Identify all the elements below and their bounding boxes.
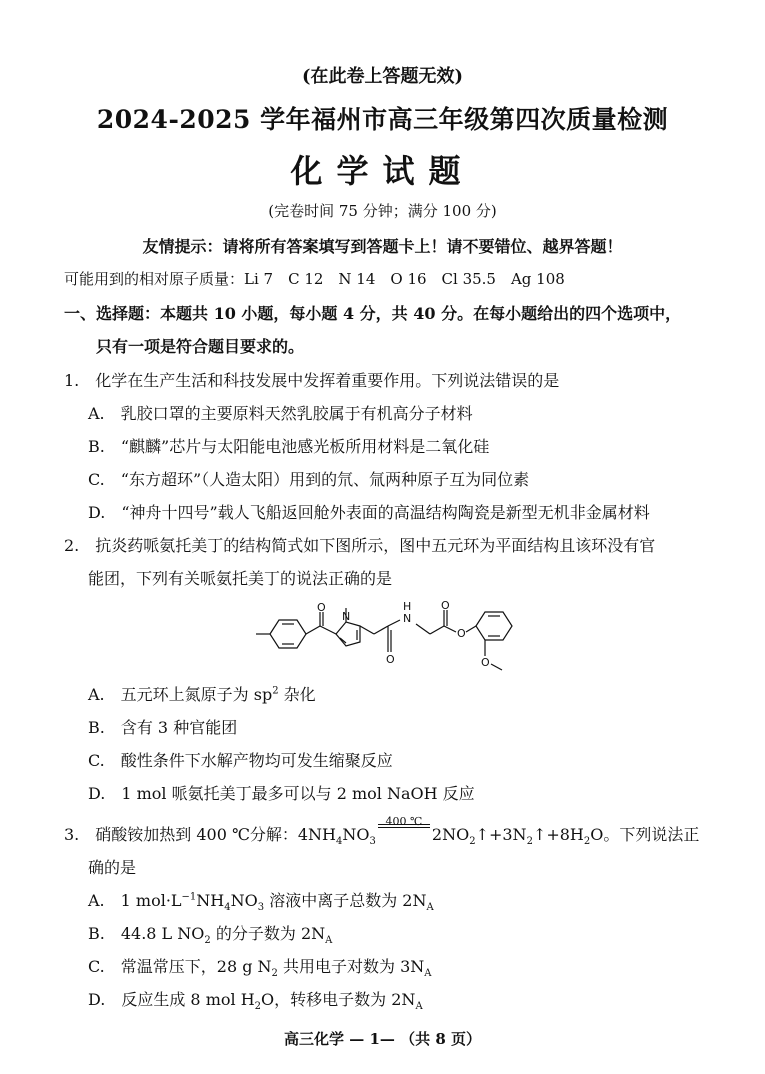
- notice: (在此卷上答题无效): [301, 66, 464, 87]
- q3-stem-line2: 确的是: [88, 858, 137, 877]
- q2-stem-line1: 2. 抗炎药哌氨托美丁的结构简式如下图所示，图中五元环为平面结构且该环没有官: [64, 536, 656, 555]
- q1-option-d: D. “神舟十四号”载人飞船返回舱外表面的高温结构陶瓷是新型无机非金属材料: [88, 503, 650, 522]
- q3-option-b: B. 44.8 L $NO_2$ 的分子数为 $2N_A$: [88, 924, 333, 947]
- q1-option-b: B. “麒麟”芯片与太阳能电池感光板所用材料是二氧化硅: [88, 437, 490, 456]
- q2-stem-line2: 能团，下列有关哌氨托美丁的说法正确的是: [88, 569, 393, 588]
- amide-n-label: N: [403, 612, 412, 625]
- amide-h-label: H: [403, 600, 412, 613]
- q2-structure-diagram: [240, 600, 560, 676]
- ketone-o-label: O: [317, 601, 326, 614]
- page-footer: 高三化学 — 1— （共 8 页）: [284, 1030, 481, 1048]
- atomic-masses: 可能用到的相对原子质量：Li 7 C 12 N 14 O 16 Cl 35.5 Ag 108: [64, 270, 565, 288]
- q3-stem-line1: 3. 硝酸铵加热到 400 ℃分解：$4NH_4NO_3$ 400 ℃ $2NO_2↑+3N_2↑+8H_2O$。下列说法正: [64, 815, 700, 848]
- q3-option-a: A. 1 $mol\cdot L^{-1}NH_4NO_3$ 溶液中离子总数为 $2N_A$: [88, 891, 434, 914]
- pyrrole-ring: [336, 622, 360, 646]
- q2-option-b: B. 含有 3 种官能团: [88, 718, 238, 737]
- q2-option-c: C. 酸性条件下水解产物均可发生缩聚反应: [88, 751, 393, 770]
- time-info: (完卷时间 75 分钟；满分 100 分): [268, 202, 497, 220]
- section-heading-line2: 只有一项是符合题目要求的。: [96, 337, 305, 356]
- section-heading-line1: 一、选择题：本题共 10 小题，每小题 4 分，共 40 分。在每小题给出的四个选项中，: [64, 304, 682, 323]
- subject-title: 化学试题: [290, 152, 475, 190]
- q1-option-c: C. “东方超环”（人造太阳）用到的氘、氚两种原子互为同位素: [88, 470, 530, 489]
- q2-option-a: A. 五元环上氮原子为 $sp^2$ 杂化: [88, 685, 316, 704]
- q1-stem: 1. 化学在生产生活和科技发展中发挥着重要作用。下列说法错误的是: [64, 371, 560, 390]
- friendly-tip: 友情提示：请将所有答案填写到答题卡上！请不要错位、越界答题！: [142, 237, 623, 256]
- methoxy-o-label: O: [481, 656, 490, 669]
- methoxy-bond: [491, 664, 502, 670]
- q2-option-d: D. 1 mol 哌氨托美丁最多可以与 2 mol NaOH 反应: [88, 784, 475, 803]
- q3-option-c: C. 常温常压下，28 g $N_2$ 共用电子对数为 $3N_A$: [88, 957, 432, 980]
- q3-option-d: D. 反应生成 8 mol $H_2O$，转移电子数为 $2N_A$: [88, 990, 423, 1013]
- ester-o-label: O: [441, 600, 450, 612]
- q1-option-a: A. 乳胶口罩的主要原料天然乳胶属于有机高分子材料: [88, 404, 473, 423]
- amide-o-label: O: [386, 653, 395, 666]
- exam-title: 2024-2025 学年福州市高三年级第四次质量检测: [96, 105, 669, 134]
- pyrrole-n-label: N: [342, 610, 351, 623]
- ester-o2-label: O: [457, 627, 466, 640]
